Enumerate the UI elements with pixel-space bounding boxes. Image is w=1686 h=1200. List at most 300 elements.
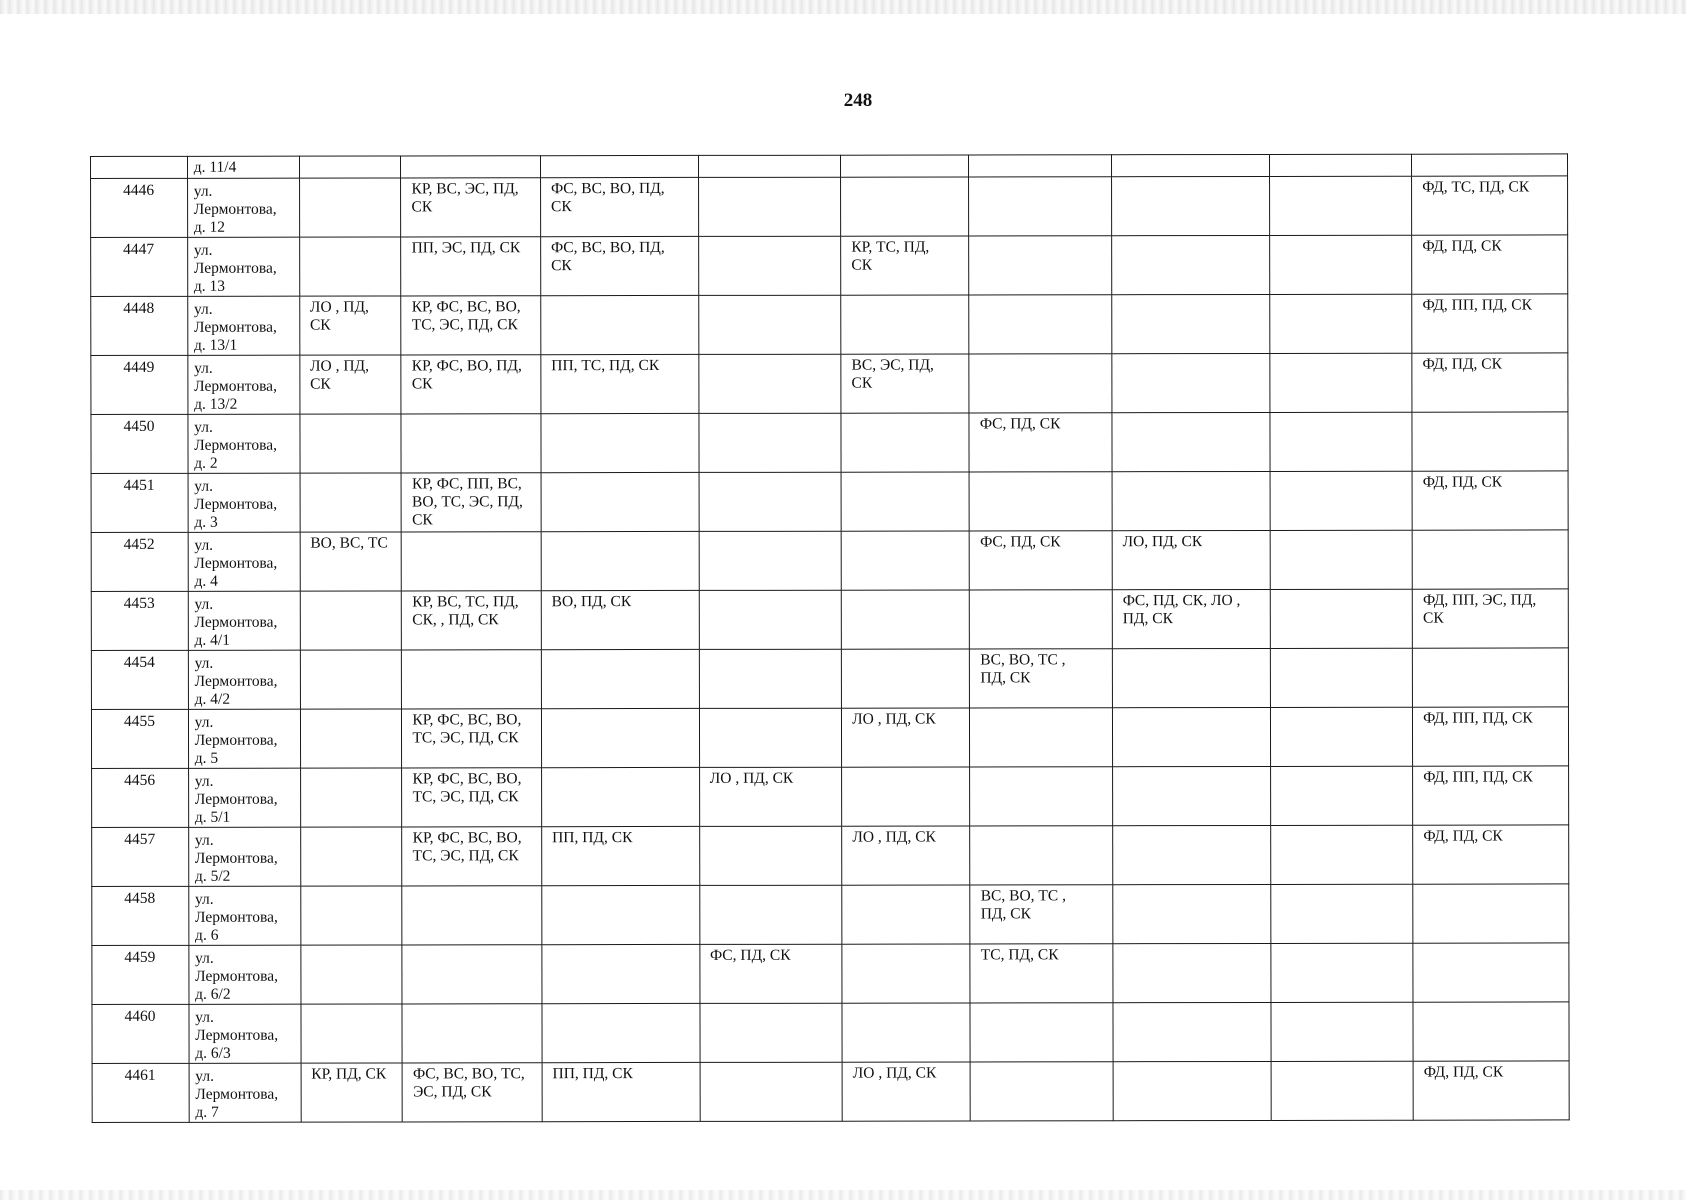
code-cell-col-4 [699,649,842,708]
address-cell [187,178,299,237]
code-line: ПД, СК [1122,610,1173,628]
address-line: д. 5/1 [194,808,231,826]
row-number-cell: 4460 [92,1004,189,1063]
code-cell-col-7 [1113,943,1271,1002]
code-cell-col-1 [300,709,402,768]
address-line: Лермонтова, [194,790,278,808]
code-cell-col-1 [300,414,402,473]
address-line: ул. [194,772,214,790]
table-row [91,648,1568,710]
code-cell-col-7 [1112,707,1270,766]
address-cell [188,650,300,709]
code-cell-col-6 [970,531,1113,590]
code-cell-col-7 [1112,412,1270,471]
code-cell-col-6 [969,236,1112,295]
code-cell-col-4 [699,885,842,944]
code-cell-col-9 [1413,825,1569,884]
row-number-cell: 4455 [91,709,188,768]
address-line: д. 5/2 [194,867,231,885]
code-cell-col-5 [842,826,970,885]
code-line: КР, ФС, ПП, ВС, [411,475,522,493]
code-cell-col-7 [1113,1061,1271,1120]
scan-edge-top [0,0,1686,14]
code-cell-col-9 [1412,235,1568,294]
code-cell-col-7 [1112,353,1270,412]
code-line: КР, ТС, ПД, [851,238,930,256]
code-cell-col-5 [841,236,969,295]
row-number-cell: 4456 [92,768,189,827]
code-cell-col-1 [301,1004,403,1063]
address-line: д. 11/4 [193,158,237,176]
address-line: д. 6 [195,926,219,944]
code-line: ФД, ПД, СК [1422,237,1502,255]
code-cell-col-9 [1412,589,1568,648]
code-line: СК [310,375,331,393]
code-cell-col-7 [1112,530,1270,589]
code-cell-col-5 [842,885,970,944]
code-line: СК [550,198,572,216]
address-line: ул. [195,949,214,967]
code-cell-col-3 [541,295,699,354]
code-line: ЛО , ПД, СК [709,769,794,787]
table-row [91,530,1568,592]
row-number-cell: 4449 [91,355,188,414]
code-cell-col-8 [1270,412,1413,471]
code-cell-col-9 [1413,1061,1569,1120]
table-row [91,294,1568,356]
code-cell-col-5 [842,767,970,826]
code-cell-col-1 [300,886,402,945]
code-cell-col-3 [541,472,699,531]
row-number-cell: 4452 [91,532,188,591]
code-cell-col-2 [402,768,542,827]
address-line: Лермонтова, [194,672,278,690]
address-line: Лермонтова, [194,377,277,395]
address-line: Лермонтова, [194,731,278,749]
code-line: ФС, ВС, ВО, ТС, [413,1065,525,1083]
code-cell-col-3 [541,767,699,826]
row-number-cell [91,156,188,178]
code-line: ФД, ПД, СК [1422,355,1502,373]
code-cell-col-9 [1412,176,1568,235]
row-number-cell: 4461 [92,1063,189,1122]
code-cell-col-1 [299,296,401,355]
code-cell-col-8 [1269,154,1412,176]
address-line: д. 13 [193,277,226,295]
code-line: КР, ФС, ВС, ВО, [412,770,522,788]
address-line: Лермонтова, [193,318,277,336]
address-line: Лермонтова, [194,436,278,454]
code-line: ПП, ТС, ПД, СК [551,357,660,375]
row-number-cell: 4446 [91,178,188,237]
code-cell-col-3 [541,649,699,708]
code-cell-col-3 [540,155,698,177]
code-cell-col-8 [1269,176,1412,235]
code-cell-col-4 [699,590,842,649]
code-cell-col-6 [969,155,1112,177]
code-cell-col-3 [542,1062,700,1121]
code-cell-col-5 [841,354,969,413]
table-row [92,1002,1569,1064]
code-cell-col-8 [1270,707,1413,766]
code-cell-col-9 [1412,412,1568,471]
code-cell-col-4 [699,767,842,826]
code-cell-col-1 [300,473,402,532]
code-line: ФД, ПП, ПД, СК [1422,296,1532,314]
code-cell-col-9 [1412,353,1568,412]
address-line: д. 6/3 [195,1044,231,1062]
code-cell-col-1 [299,178,401,237]
address-line: ул. [195,1008,214,1026]
code-cell-col-2 [402,650,542,709]
row-number-cell: 4453 [91,591,188,650]
table-row [92,943,1569,1005]
code-cell-col-8 [1270,589,1413,648]
address-line: д. 12 [193,218,225,236]
address-line: д. 5 [194,749,219,767]
code-cell-col-2 [401,156,540,178]
code-cell-col-8 [1271,1061,1414,1120]
code-line: ТС, ЭС, ПД, СК [412,788,519,806]
code-cell-col-1 [300,355,402,414]
code-line: СК [411,375,433,393]
code-line: ЛО , ПД, СК [852,828,936,846]
code-cell-col-3 [541,531,699,590]
code-line: СК [411,198,433,216]
code-line: КР, ФС, ВС, ВО, [412,829,522,847]
code-line: ЛО , ПД, СК [852,1064,937,1082]
code-cell-col-4 [699,531,842,590]
table-row [91,353,1568,415]
code-line: ВС, ВО, ТС , [980,651,1066,669]
code-cell-col-6 [970,944,1113,1003]
address-cell [189,1063,301,1122]
code-cell-col-7 [1112,589,1270,648]
code-cell-col-3 [542,826,700,885]
code-line: ПД, СК [980,905,1031,923]
code-cell-col-2 [401,178,541,237]
code-line: ЭС, ПД, СК [413,1083,492,1101]
code-cell-col-4 [699,472,842,531]
address-cell [188,827,300,886]
code-cell-col-8 [1271,943,1414,1002]
table-row [92,825,1569,887]
row-number-cell: 4459 [92,945,189,1004]
data-table [90,153,1570,1123]
code-cell-col-4 [700,1062,843,1121]
code-cell-col-6 [970,1062,1113,1121]
address-cell [188,473,300,532]
code-cell-col-1 [299,237,401,296]
code-cell-col-2 [402,591,542,650]
code-line: ФС, ПД, СК, ЛО , [1122,591,1241,610]
code-cell-col-4 [699,413,842,472]
code-cell-col-2 [402,709,542,768]
address-line: ул. [194,713,214,731]
code-cell-col-4 [699,354,842,413]
address-line: д. 4/2 [194,690,231,708]
address-line: Лермонтова, [194,495,278,513]
address-line: ул. [193,182,213,200]
table-row [92,1061,1569,1123]
address-line: Лермонтова, [194,554,278,572]
code-cell-col-7 [1113,884,1271,943]
code-cell-col-4 [698,295,841,354]
row-number-cell: 4451 [91,473,188,532]
code-line: КР, ФС, ВС, ВО, [411,298,521,316]
code-cell-col-2 [402,945,542,1004]
code-cell-col-3 [540,177,698,236]
table-row [91,176,1568,238]
code-cell-col-2 [401,473,541,532]
code-cell-col-5 [841,155,969,177]
address-cell [189,1004,301,1063]
code-cell-col-9 [1413,1002,1569,1061]
code-line: ЛО , ПД, [310,357,370,375]
address-cell [187,296,299,355]
code-cell-col-3 [542,1003,700,1062]
code-line: ФД, ПП, ПД, СК [1423,768,1533,786]
code-line: ТС, ЭС, ПД, СК [411,316,518,334]
code-cell-col-6 [970,590,1113,649]
address-cell [188,768,300,827]
table-row [91,154,1568,179]
address-cell [188,532,300,591]
address-line: ул. [195,1067,214,1085]
code-cell-col-5 [842,1003,970,1062]
code-cell-col-4 [698,155,841,177]
code-cell-col-1 [299,156,401,178]
table-row [91,412,1568,474]
code-line: ФД, ПД, СК [1422,473,1503,491]
code-cell-col-4 [700,944,843,1003]
address-line: ул. [194,359,213,377]
scan-edge-bottom [0,1190,1686,1200]
code-cell-col-2 [403,1063,543,1122]
code-cell-col-8 [1270,766,1413,825]
row-number-cell: 4457 [92,827,189,886]
table-wrap [90,153,1570,1123]
code-cell-col-1 [300,532,402,591]
code-line: ФС, ПД, СК [979,415,1061,433]
code-line: ПП, ЭС, ПД, СК [411,239,521,257]
code-cell-col-2 [402,532,542,591]
code-line: СК [851,374,873,392]
code-cell-col-6 [969,295,1112,354]
code-line: ФД, ПП, ЭС, ПД, [1422,591,1537,609]
address-line: ул. [194,890,214,908]
code-cell-col-6 [970,826,1113,885]
address-cell [188,414,300,473]
address-cell [189,945,301,1004]
code-line: ФС, ПД, СК [980,533,1061,551]
code-line: ФД, ТС, ПД, СК [1422,178,1530,196]
table-row [91,707,1568,769]
code-line: ФД, ПД, СК [1423,827,1503,845]
code-line: КР, ПД, СК [311,1065,387,1083]
code-cell-col-6 [969,472,1112,531]
address-cell [187,237,299,296]
table-row [92,766,1569,828]
code-cell-col-2 [401,355,541,414]
code-cell-col-2 [401,296,541,355]
address-line: Лермонтова, [195,967,278,985]
code-cell-col-7 [1113,825,1271,884]
address-line: д. 6/2 [195,985,231,1003]
code-cell-col-1 [300,768,402,827]
address-line: Лермонтова, [194,613,278,631]
code-cell-col-9 [1413,943,1569,1002]
table-row [91,471,1568,533]
address-line: д. 4 [194,572,218,590]
code-cell-col-2 [402,827,542,886]
code-cell-col-4 [698,236,841,295]
code-line: СК [1422,609,1444,627]
address-line: Лермонтова, [193,200,277,218]
code-cell-col-2 [402,886,542,945]
code-line: СК [851,256,873,274]
code-cell-col-3 [542,944,700,1003]
code-cell-col-6 [969,354,1112,413]
code-line: ФД, ПД, СК [1423,1063,1504,1081]
code-line: ФС, ВС, ВО, ПД, [551,238,665,257]
code-cell-col-2 [402,1004,542,1063]
address-line: ул. [194,654,214,672]
table-row [91,589,1568,651]
row-number-cell: 4450 [91,414,188,473]
code-cell-col-8 [1270,530,1413,589]
address-line: д. 7 [195,1103,219,1121]
code-line: КР, ФС, ВО, ПД, [411,357,522,375]
code-cell-col-5 [841,177,969,236]
address-cell [188,591,300,650]
code-cell-col-1 [301,1063,403,1122]
code-line: СК, , ПД, СК [412,611,499,629]
row-number-cell: 4448 [91,296,188,355]
code-cell-col-7 [1111,154,1269,176]
code-line: ВО, ПД, СК [551,593,632,611]
row-number-cell: 4458 [92,886,189,945]
code-cell-col-5 [841,531,969,590]
code-line: ВС, ЭС, ПД, [851,356,934,374]
code-line: ФС, ВС, ВО, ПД, [550,179,665,198]
code-cell-col-1 [300,591,402,650]
code-cell-col-9 [1413,884,1569,943]
code-cell-col-6 [970,649,1113,708]
address-line: Лермонтова, [195,908,278,926]
address-cell [187,156,299,178]
code-cell-col-8 [1270,648,1413,707]
code-line: ТС, ЭС, ПД, СК [412,847,519,865]
code-line: КР, ВС, ТС, ПД, [412,593,519,611]
code-cell-col-4 [700,1003,843,1062]
code-cell-col-9 [1413,648,1569,707]
address-line: Лермонтова, [195,1026,279,1044]
address-line: Лермонтова, [193,259,277,277]
code-cell-col-3 [542,885,700,944]
code-cell-col-3 [541,413,699,472]
code-cell-col-9 [1412,471,1568,530]
code-cell-col-6 [969,413,1112,472]
address-line: Лермонтова, [194,849,278,867]
code-cell-col-8 [1269,294,1412,353]
code-cell-col-8 [1270,825,1413,884]
code-cell-col-3 [541,236,699,295]
code-line: СК [412,511,433,529]
code-cell-col-7 [1113,1002,1271,1061]
code-cell-col-1 [301,945,403,1004]
code-line: СК [551,257,572,275]
address-line: ул. [193,241,213,259]
address-line: ул. [193,300,213,318]
code-line: КР, ФС, ВС, ВО, [412,711,522,729]
code-cell-col-9 [1412,154,1568,176]
address-cell [188,355,300,414]
code-cell-col-5 [841,472,969,531]
code-cell-col-3 [541,354,699,413]
code-cell-col-8 [1271,1002,1414,1061]
code-cell-col-8 [1270,884,1413,943]
row-number-cell: 4454 [91,650,188,709]
code-cell-col-5 [841,590,969,649]
code-line: ЛО , ПД, СК [852,710,936,728]
row-number-cell: 4447 [91,237,188,296]
code-line: ТС, ПД, СК [980,946,1059,964]
code-cell-col-9 [1413,707,1569,766]
code-line: ЛО, ПД, СК [1122,533,1203,551]
address-line: ул. [194,418,213,436]
code-line: ПП, ПД, СК [552,829,633,847]
code-line: ЛО , ПД, [309,298,369,316]
address-line: д. 2 [194,454,218,472]
code-cell-col-4 [699,708,842,767]
code-cell-col-2 [401,414,541,473]
code-cell-col-7 [1112,766,1270,825]
code-line: ТС, ЭС, ПД, СК [412,729,519,747]
code-cell-col-6 [970,1003,1113,1062]
code-cell-col-1 [300,827,402,886]
address-cell [188,886,300,945]
code-cell-col-7 [1112,471,1270,530]
table-body [91,154,1570,1123]
code-cell-col-6 [969,177,1112,236]
code-line: ПП, ПД, СК [552,1065,633,1083]
table-row [92,884,1569,946]
page-number: 248 [843,90,873,111]
code-line: СК [309,316,331,334]
code-cell-col-8 [1270,471,1413,530]
code-line: ФД, ПП, ПД, СК [1423,709,1533,727]
code-cell-col-3 [541,708,699,767]
address-line: д. 4/1 [194,631,231,649]
address-line: д. 13/2 [194,395,238,413]
code-cell-col-6 [970,885,1113,944]
code-line: ПД, СК [980,669,1031,687]
code-cell-col-5 [842,1062,970,1121]
code-cell-col-7 [1112,648,1270,707]
code-cell-col-2 [401,237,541,296]
code-cell-col-1 [300,650,402,709]
code-line: ВС, ВО, ТС , [980,887,1066,905]
code-cell-col-4 [698,177,841,236]
code-line: ВО, ТС, ЭС, ПД, [412,493,523,511]
code-line: КР, ВС, ЭС, ПД, [411,180,519,198]
code-cell-col-7 [1111,176,1269,235]
code-cell-col-8 [1270,353,1413,412]
code-cell-col-9 [1412,294,1568,353]
address-line: д. 13/1 [194,336,238,354]
code-cell-col-5 [842,944,970,1003]
